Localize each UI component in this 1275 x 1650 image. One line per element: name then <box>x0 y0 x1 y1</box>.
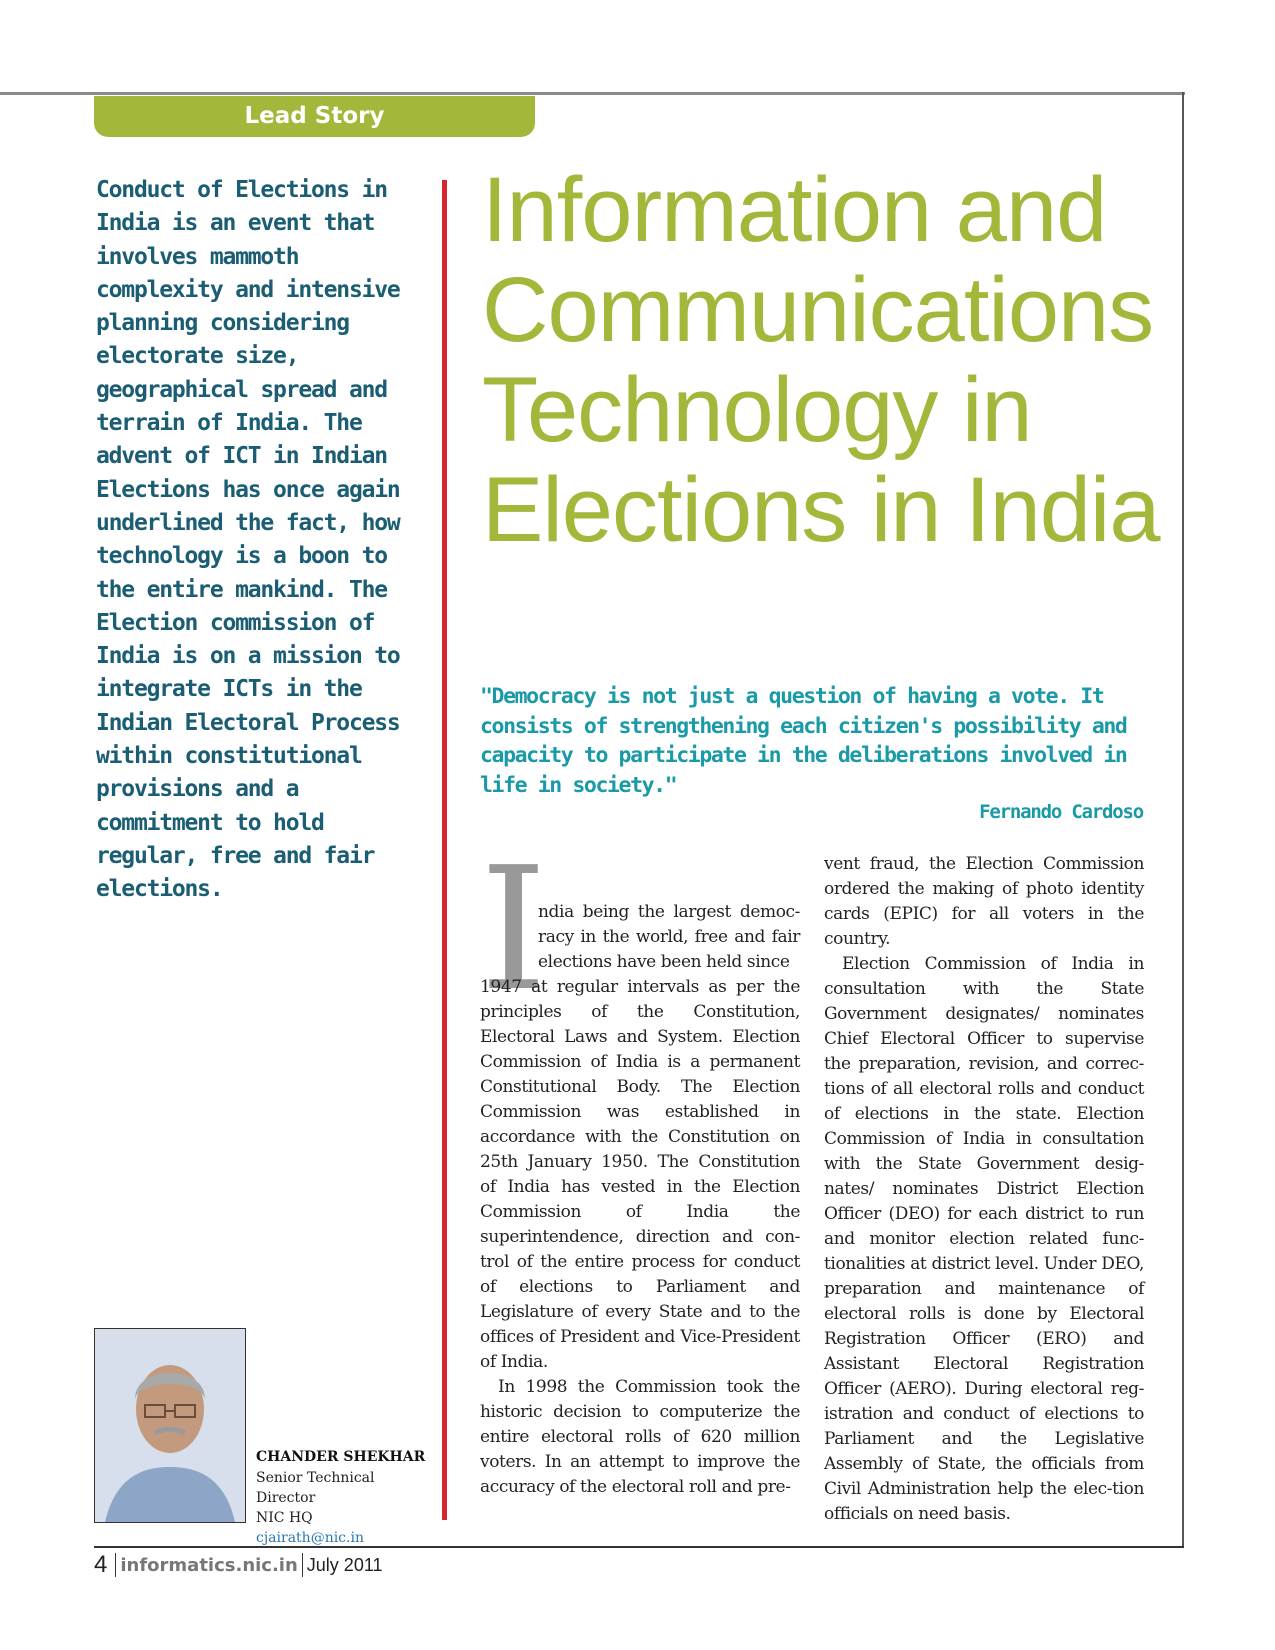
page-number: 4 <box>94 1551 108 1578</box>
page-footer <box>94 1551 383 1579</box>
pull-quote: "Democracy is not just a question of having a vote. It consists of strengthening each citizen's possibility and capacity to participate in the deliberations involved in life in society." <box>480 684 1127 798</box>
body-paragraph: Election Commission of India in consultation with the State Government designates/ nominates Chief Electoral Officer to supervise the preparation, revision, and correc-tions of all electoral rolls and conduct of elections in the state. Election Commission of India in consultation with the State Government desig-nates/ nominates District Election Officer (DEO) for each district to run and monitor election related func-tionalities at district level. Under DEO, preparation and maintenance of electoral rolls is done by Electoral Registration Officer (ERO) and Assistant Electoral Registration Officer (AERO). During electoral reg-istration and conduct of elections to Parliament and the Legislative Assembly of State, the officials from Civil Administration help the elec-tion officials on need basis. <box>824 954 1144 1524</box>
body-paragraph: vent fraud, the Election Commission ordered the making of photo identity cards (EPIC) for all voters in the country. <box>824 854 1144 949</box>
divider-bar <box>442 180 447 1520</box>
section-label: Lead Story <box>94 96 535 137</box>
intro-lines <box>538 900 800 975</box>
body-paragraph: 1947 at regular intervals as per the principles of the Constitution, Electoral Laws and System. Election Commission of India is a permanent Constitutional Body. The Election Commission was established in accordance with the Constitution on 25th January 1950. The Constitution of India has vested in the Election Commission of India the superintendence, direction and con-trol of the entire process for conduct of elections to Parliament and Legislature of every State and to the offices of President and Vice-President of India. <box>480 977 800 1372</box>
body-paragraph: In 1998 the Commission took the historic decision to computerize the entire electoral rolls of 620 million voters. In an attempt to improve the accuracy of the electoral roll and pre- <box>480 1377 800 1497</box>
footer-separator <box>115 1553 116 1577</box>
footer-separator <box>302 1553 303 1577</box>
issue-date: July 2011 <box>306 1554 383 1575</box>
author-name: CHANDER SHEKHAR <box>256 1449 426 1465</box>
headline: Information and Communications Technology in Elections in India <box>482 159 1160 561</box>
author-photo <box>94 1328 246 1523</box>
author-title: Senior Technical Director <box>256 1470 375 1506</box>
author-email-link[interactable]: cjairath@nic.in <box>256 1530 364 1546</box>
right-rule <box>1182 92 1184 1547</box>
body-paragraph-lead: ndia being the largest democ-racy in the world, free and fair elections have been held since <box>538 902 800 972</box>
drop-cap: I <box>480 831 548 1029</box>
body-column-2 <box>824 852 1144 1527</box>
author-info <box>256 1447 436 1548</box>
quote-author: Fernando Cardoso <box>979 801 1143 823</box>
standfirst: Conduct of Elections in India is an event that involves mammoth complexity and intensive planning considering electorate size, geographical spread and terrain of India. The advent of ICT in Indian Elections has once again underlined the fact, how technology is a boon to the entire mankind. The Election commission of India is on a mission to integrate ICTs in the Indian Electoral Process within constitutional provisions and a commitment to hold regular, free and fair elections. <box>96 177 400 903</box>
site-name: informatics.nic.in <box>120 1554 298 1576</box>
author-portrait-image <box>95 1329 245 1522</box>
top-rule <box>0 92 1185 95</box>
body-column-1 <box>480 902 800 1500</box>
author-org: NIC HQ <box>256 1510 313 1526</box>
